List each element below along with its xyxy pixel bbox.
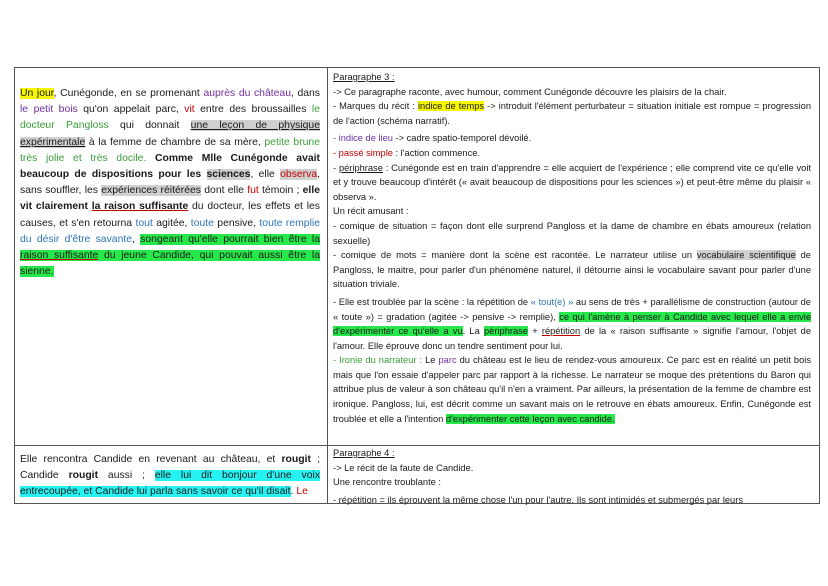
place-marker: auprès du château: [203, 88, 291, 99]
periphrase-text: une leçon de physique expérimentale: [20, 120, 320, 148]
raison-suffisante: raison suffisante: [20, 250, 99, 262]
highlight-green: songeant qu'elle pourrait bien être la: [140, 233, 320, 245]
description-text: petite brune très jolie et très docile.: [20, 136, 320, 164]
raison-suffisante: la raison suffisante: [91, 201, 189, 213]
passe-simple-verb: observa: [280, 169, 318, 181]
excerpt-paragraph-3: Un jour, Cunégonde, en se promenant auprès du château, dans le petit bois qu'on appelait parc, vit entre des broussailles le docteur Pangloss qui donnait une leçon de physique expérimentale à la femme de chambre de sa mère, petite brune très jolie et très docile. Comme Mlle Cunégonde avait beaucoup de dispositions pour les sciences, elle observa, sans souffler, les expériences réitérées dont elle fut témoin ; elle vit clairement la raison suffisante du docteur, les effets et les causes, et s'en retourna tout agitée, toute pensive, toute remplie du désir d'être savante, songeant qu'elle pourrait bien être la raison suffisante du jeune Candide, qui pouvait aussi être la sienne.: [20, 88, 320, 278]
place-marker: le petit bois: [20, 104, 78, 116]
section-heading: Paragraphe 3 :: [333, 72, 395, 82]
repetition-tout: tout: [135, 217, 153, 229]
passe-simple-verb: fut: [247, 185, 259, 197]
repetition-rougit: rougit: [68, 470, 99, 482]
excerpt-paragraph-4: Elle rencontra Candide en revenant au château, et rougit ; Candide rougit aussi ; elle lui dit bonjour d'une voix entrecoupée, et Candide lui parla sans savoir ce qu'il disait. Le: [20, 454, 321, 498]
analysis-paragraph-4: Paragraphe 4 : -> Le récit de la faute de Candide. Une rencontre troublante : - répétition = ils éprouvent la même chose l'un pour l'autre. Ils sont intimidés et submergés par leurs: [333, 446, 811, 507]
character-name: le docteur Pangloss: [20, 104, 320, 132]
section-heading: Paragraphe 4 :: [333, 448, 395, 458]
highlight-green: du jeune Candide, qui pouvait aussi être la sienne.: [20, 250, 320, 278]
column-divider: [327, 68, 328, 503]
analysis-table: [14, 67, 820, 504]
repetition-tout: toute: [190, 217, 214, 229]
indice-temps: indice de temps: [417, 101, 485, 112]
time-marker: Un jour: [20, 88, 54, 99]
highlight-cyan: elle lui dit bonjour d'une voix entrecoupée, et Candide lui parla sans savoir ce qu'il disait: [20, 470, 321, 498]
scientific-word: sciences: [206, 169, 251, 181]
repetition-tout: toute remplie du désir d'être savante: [20, 217, 320, 245]
repetition-rougit: rougit: [281, 454, 311, 465]
passe-simple-verb: vit: [184, 104, 195, 116]
scientific-word: expériences réitérées: [101, 185, 201, 197]
analysis-paragraph-3: Paragraphe 3 : -> Ce paragraphe raconte, avec humour, comment Cunégonde découvre les plaisirs de la chair. - Marques du récit : indice de temps -> introduit l'élément perturbateur = situation initiale est rompue = progression de l'action (schéma narratif). - indice de lieu -> cadre spatio-temporel dévoilé. - passé simple : l'action commence. - périphrase : Cunégonde est en train d'apprendre = elle acquiert de l'expérience ; elle comprend vite ce qu'elle voit et y trouve beaucoup d'intérêt (« avait beaucoup de dispositions pour les sciences ») et peut-être même du plaisir « observa ». Un récit amusant : - comique de situation = façon dont elle surprend Pangloss et la dame de chambre en ébats amoureux (relation sexuelle) - comique de mots = manière dont la scène est racontée. Le narrateur utilise un vocabulaire scientifique de Pangloss, le maitre, pour parler d'un phénomène naturel, il détourne ainsi le vocabulaire savant pour parler d'une situation triviale. - Elle est troublée par la scène : la répétition de « tout(e) » au sens de très + parallélisme de construction (autour de « toute ») = gradation (agitée -> pensive -> remplie), ce qui l'amène à penser à Candide avec lequel elle a envie d'expérimenter ce qu'elle a vu. La périphrase + répétition de la « raison suffisante » signifie l'amour, l'objet de l'amour. Elle éprouve donc un tendre sentiment pour lui. - Ironie du narrateur : Le parc du château est le lieu de rendez-vous amoureux. Ce parc est en réalité un petit bois mais que l'on essaie d'appeler parc par rapport à la richesse. Le narrateur se moque des prétentions du Baron qui attribue plus de valeur à son château qu'il n'en a vraiment. Par ailleurs, la présentation de la femme de chambre est ironique. Pangloss, lui, est décrit comme un savant mais on le retrouve en ébats amoureux. Enfin, Cunégonde est troublée et elle a l'intention d'expérimenter cette leçon avec candide.: [333, 72, 812, 424]
